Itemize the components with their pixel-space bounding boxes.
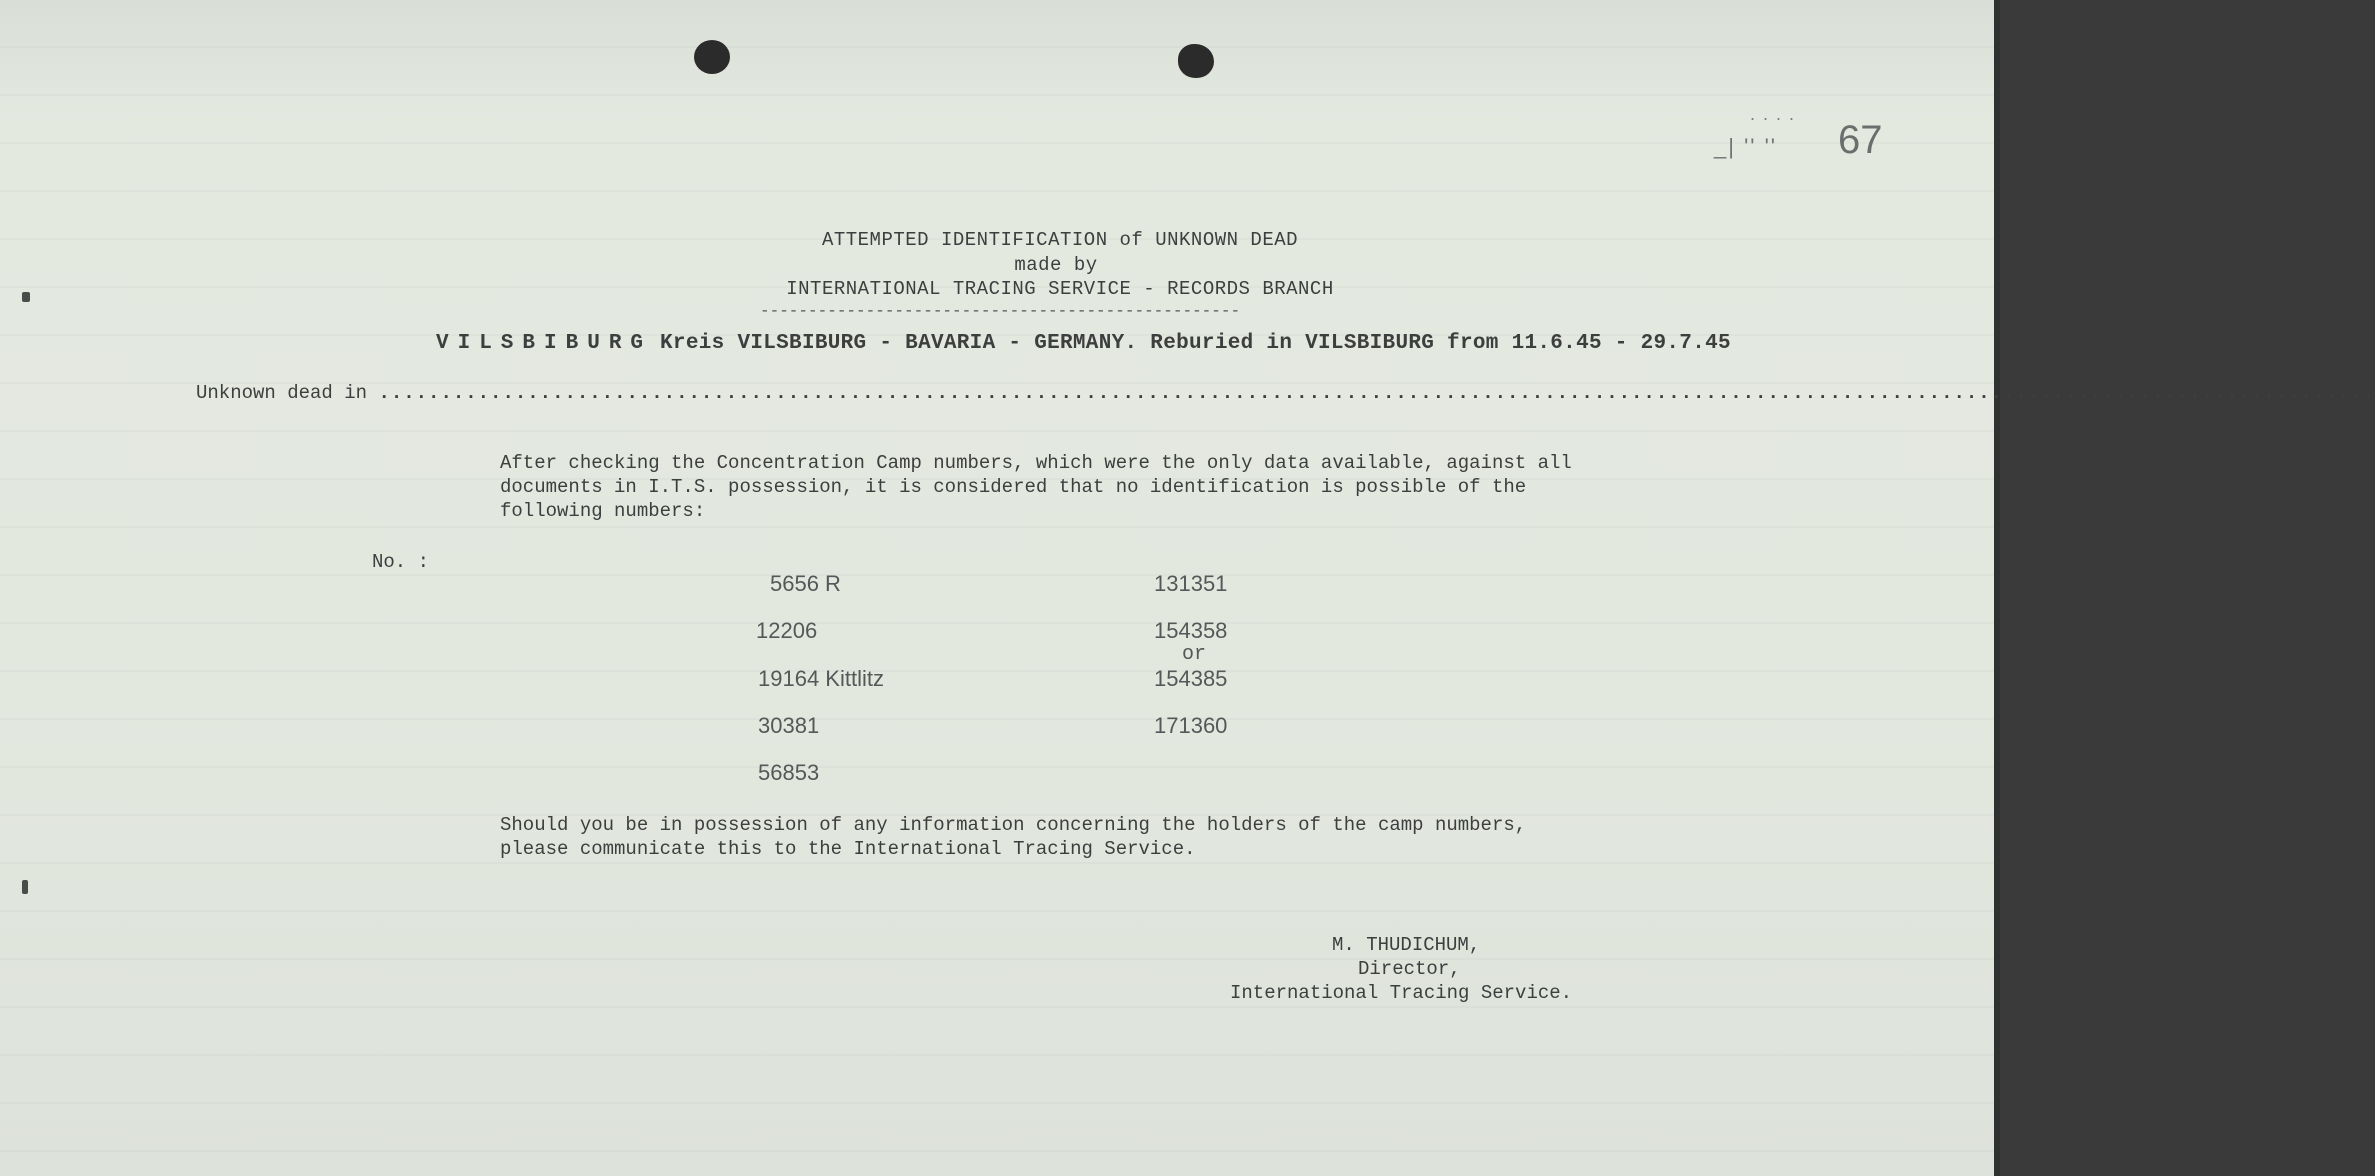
closing-line: Should you be in possession of any information concerning the holders of the camp numbers, — [500, 814, 1527, 836]
numbers-label: No. : — [372, 551, 430, 573]
stamp-dots: .... — [1750, 104, 1803, 124]
punch-hole-right — [1178, 44, 1214, 78]
intro-line: After checking the Concentration Camp numbers, which were the only data available, against all — [500, 452, 1572, 474]
dotted-fill: ................................................................................................................................................................. — [378, 382, 2375, 404]
signatory-title: Director, — [1358, 958, 1461, 980]
document-title: ATTEMPTED IDENTIFICATION of UNKNOWN DEAD — [821, 229, 1299, 251]
unknown-dead-line — [196, 382, 2375, 404]
page-number: 67 — [1838, 118, 1883, 162]
punch-hole-left — [694, 40, 730, 74]
camp-number: 5656 R — [770, 571, 841, 596]
camp-number: 30381 — [758, 713, 820, 738]
archive-stamp — [1710, 104, 1890, 174]
location-line — [436, 332, 1731, 355]
location-details: Kreis VILSBIBURG - BAVARIA - GERMANY. Reburied in VILSBIBURG from 11.6.45 - 29.7.45 — [660, 332, 1731, 355]
signatory-organization: International Tracing Service. — [1230, 982, 1573, 1004]
page-edge-shadow — [1994, 0, 2000, 1176]
heading-rule: -------------------------------------------------- — [760, 302, 1241, 320]
margin-mark — [22, 880, 28, 894]
closing-line: please communicate this to the International Tracing Service. — [500, 838, 1196, 860]
intro-line: documents in I.T.S. possession, it is considered that no identification is possible of the — [500, 476, 1527, 498]
closing-paragraph — [500, 813, 1800, 861]
stamp-mark: _| '' '' — [1714, 134, 1777, 159]
intro-line: following numbers: — [500, 500, 706, 522]
camp-number: 12206 — [756, 618, 818, 643]
alternative-separator: or — [1182, 643, 1207, 666]
camp-number: 131351 — [1154, 571, 1228, 596]
camp-number: 154385 — [1154, 666, 1228, 691]
margin-mark — [22, 292, 30, 302]
camp-number: 171360 — [1154, 713, 1228, 738]
camp-number: 19164 Kittlitz — [758, 666, 884, 691]
location-place: VILSBIBURG — [436, 332, 653, 355]
camp-number: 56853 — [758, 760, 820, 785]
issuing-branch: INTERNATIONAL TRACING SERVICE - RECORDS BRANCH — [786, 278, 1334, 300]
document-subtitle: made by — [1014, 254, 1098, 276]
intro-paragraph — [500, 451, 1800, 523]
camp-number: 154358 — [1154, 618, 1228, 643]
signatory-name: M. THUDICHUM, — [1332, 934, 1481, 956]
unknown-dead-label: Unknown dead in — [196, 382, 368, 404]
